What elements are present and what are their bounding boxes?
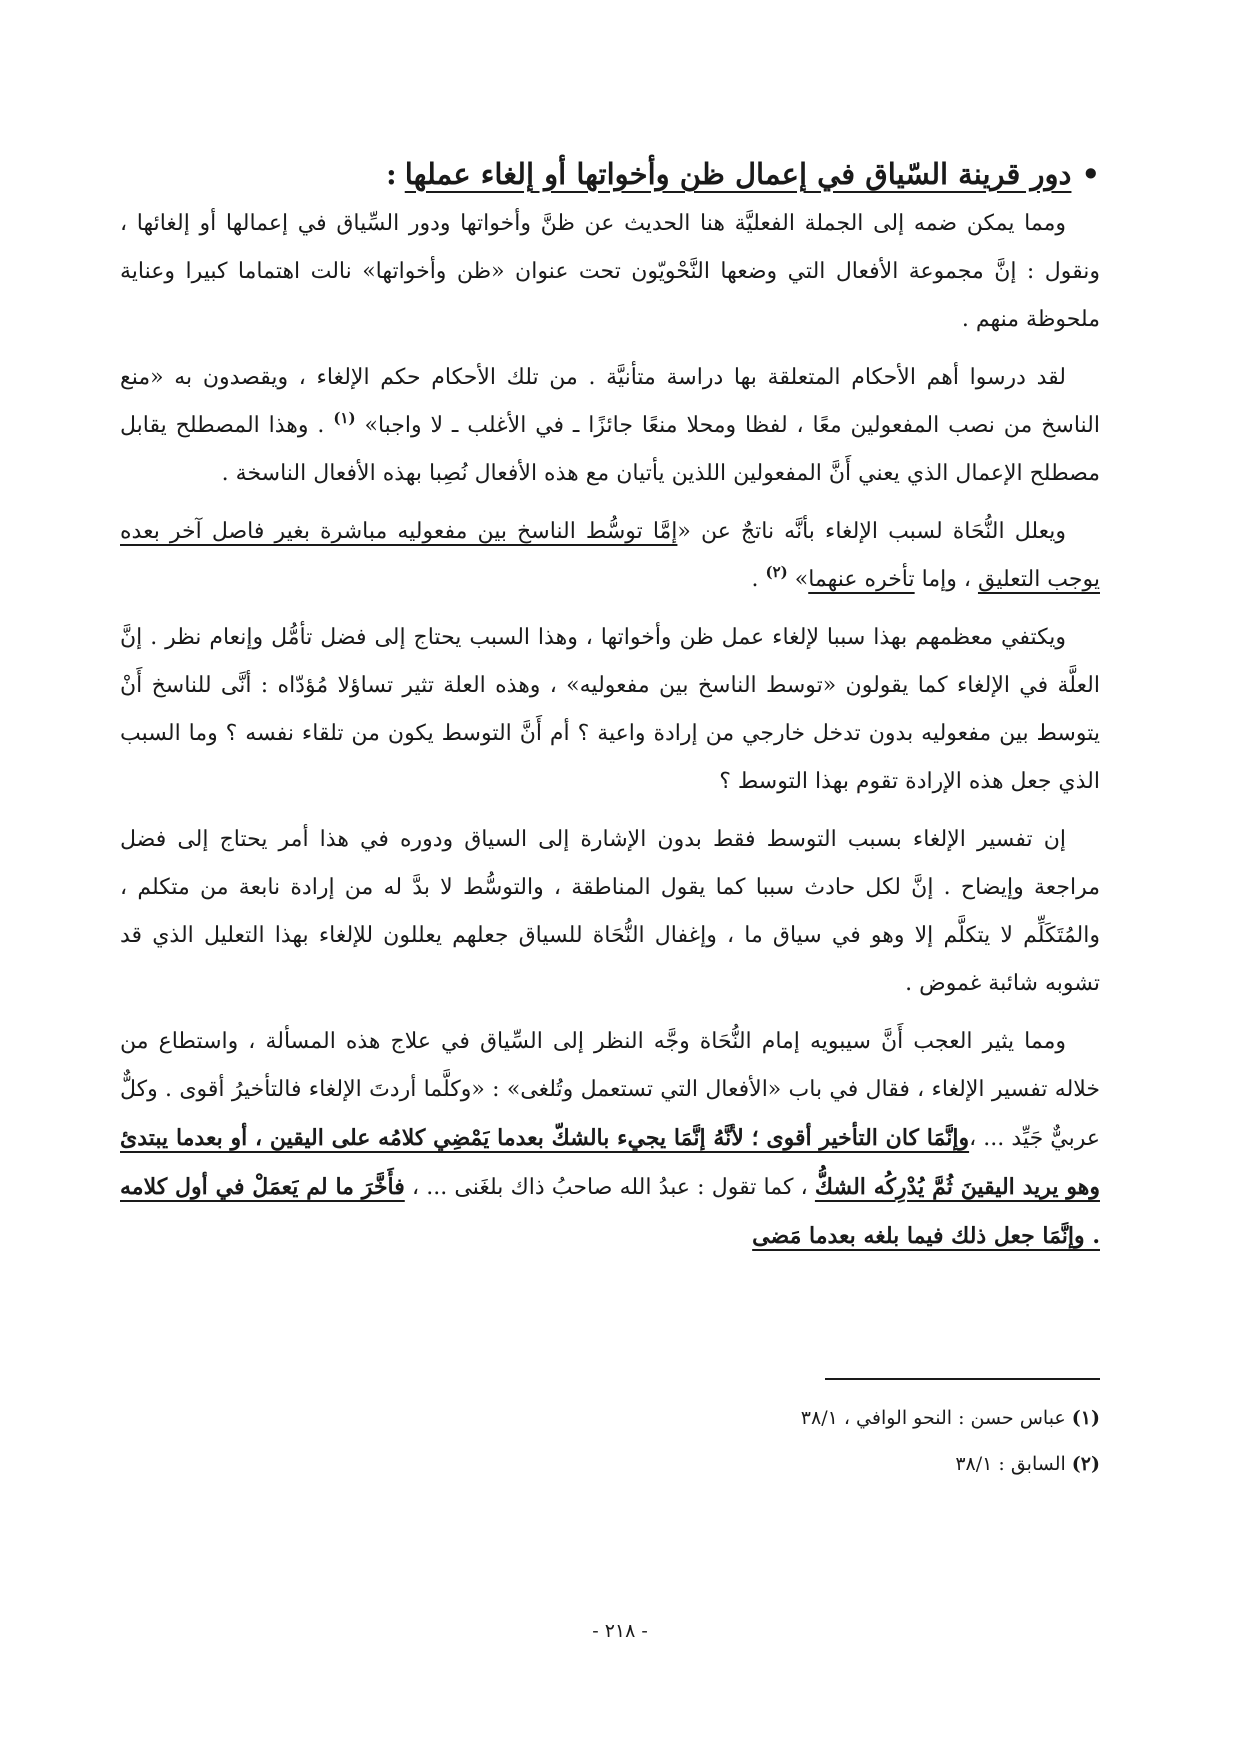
bold-underlined-quote-1: وإنَّمَا كان التأخير أقوى ؛ لأنَّهُ إنَّمَا يجيء بالشكّ بعدما يَمْضِي كلامُه على اليقين ، أو بعدما يبتدئ وهو يريد اليقينَ ثُمَّ يُدْرِكُه الشكُّ (120, 1125, 1100, 1200)
paragraph-2-text-continued: . وهذا المصطلح يقابل مصطلح الإعمال الذي يعني أَنَّ المفعولين اللذين يأتيان مع هذه الأفعال نُصِبا بهذه الأفعال الناسخة . (120, 413, 1100, 486)
footnote-1-number: (١) (1071, 1407, 1100, 1429)
paragraph-2 (120, 354, 1100, 498)
footnote-1 (400, 1400, 1100, 1436)
paragraph-3 (120, 508, 1100, 604)
bold-underlined-quote-2: فأَخَّرَ ما لم يَعمَلْ في أول كلامه . وإنَّمَا جعل ذلك فيما بلغه بعدما مَضى (120, 1174, 1100, 1249)
paragraph-5: إن تفسير الإلغاء بسبب التوسط فقط بدون الإشارة إلى السياق ودوره في هذا أمر يحتاج إلى فضل مراجعة وإيضاح . إنَّ لكل حادث سببا كما يقول المناطقة ، والتوسُّط لا بدَّ له من إرادة نابعة من متكلم ، والمُتَكَلِّم لا يتكلَّم إلا وهو في سياق ما ، وإغفال النُّحَاة للسياق جعلهم يعللون للإلغاء بهذا التعليل الذي قد تشوبه شائبة غموض . (120, 827, 1100, 996)
paragraph-3-period: . (751, 567, 759, 592)
paragraph-4: ويكتفي معظمهم بهذا سببا لإلغاء عمل ظن وأخواتها ، وهذا السبب يحتاج إلى فضل تأمُّل وإنعام نظر . إنَّ العلَّة في الإلغاء كما يقولون «توسط الناسخ بين مفعوليه» ، وهذه العلة تثير تساؤلا مُؤدّاه : أنَّى للناسخ أَنْ يتوسط بين مفعوليه بدون تدخل خارجي من إرادة واعية ؟ أم أَنَّ التوسط يكون من تلقاء نفسه ؟ وما السبب الذي جعل هذه الإرادة تقوم بهذا التوسط ؟ (120, 625, 1100, 794)
closing-quote-mark: » (794, 567, 809, 592)
footnote-2-number: (٢) (1071, 1453, 1100, 1475)
paragraph-6 (120, 1018, 1100, 1261)
footnote-ref-2[interactable]: (٢) (765, 563, 788, 581)
footnote-2 (400, 1446, 1100, 1482)
section-title: دور قرينة السّياق في إعمال ظن وأخواتها أو إلغاء عملها (404, 157, 1072, 191)
paragraph-3-connector: ، وإما (921, 567, 971, 592)
paragraph-6-text: ومما يثير العجب أَنَّ سيبويه إمام النُّحَاة وجَّه النظر إلى السِّياق في علاج هذه المسألة ، واستطاع من خلاله تفسير الإلغاء ، فقال في باب «الأفعال التي تستعمل وتُلغى» : «وكلَّما أردتَ الإلغاء فالتأخيرُ أقوى . وكلٌّ عربيٌّ جَيِّد ... ، (120, 1029, 1100, 1151)
section-heading (120, 150, 1100, 198)
paragraph-2-text: لقد درسوا أهم الأحكام المتعلقة بها دراسة متأنيَّة . من تلك الأحكام حكم الإلغاء ، ويقصدون به «منع الناسخ من نصب المفعولين معًا ، لفظا ومحلا منعًا جائزًا ـ في الأغلب ـ لا واجبا» (120, 365, 1101, 438)
footnote-2-text: السابق : ٣٨/١ (955, 1453, 1066, 1475)
page-number: - ٢١٨ - (592, 1620, 648, 1642)
underlined-quote-1: إمَّا توسُّط الناسخ بين مفعوليه مباشرة بغير فاصل آخر بعده يوجب التعليق (120, 519, 1100, 592)
bullet-icon: • (1081, 157, 1100, 191)
heading-colon: : (386, 157, 397, 191)
underlined-quote-2: تأخره عنهما (808, 567, 915, 592)
footnote-ref-1[interactable]: (١) (333, 409, 356, 427)
paragraph-1: ومما يمكن ضمه إلى الجملة الفعليَّة هنا الحديث عن ظنَّ وأخواتها ودور السِّياق في إعمالها أو إلغائها ، ونقول : إنَّ مجموعة الأفعال التي وضعها النَّحْويّون تحت عنوان «ظن وأخواتها» نالت اهتماما كبيرا وعناية ملحوظة منهم . (120, 211, 1100, 332)
page-body (120, 150, 1100, 1271)
paragraph-3-text: ويعلل النُّحَاة لسبب الإلغاء بأنَّه ناتجٌ عن « (677, 519, 1066, 544)
footnote-1-text: عباس حسن : النحو الوافي ، ٣٨/١ (800, 1407, 1066, 1429)
footnotes (400, 1400, 1100, 1492)
paragraph-6-example: ، كما تقول : عبدُ الله صاحبُ ذاك بلغَنى ... ، (411, 1175, 808, 1200)
footnote-divider (825, 1378, 1100, 1380)
